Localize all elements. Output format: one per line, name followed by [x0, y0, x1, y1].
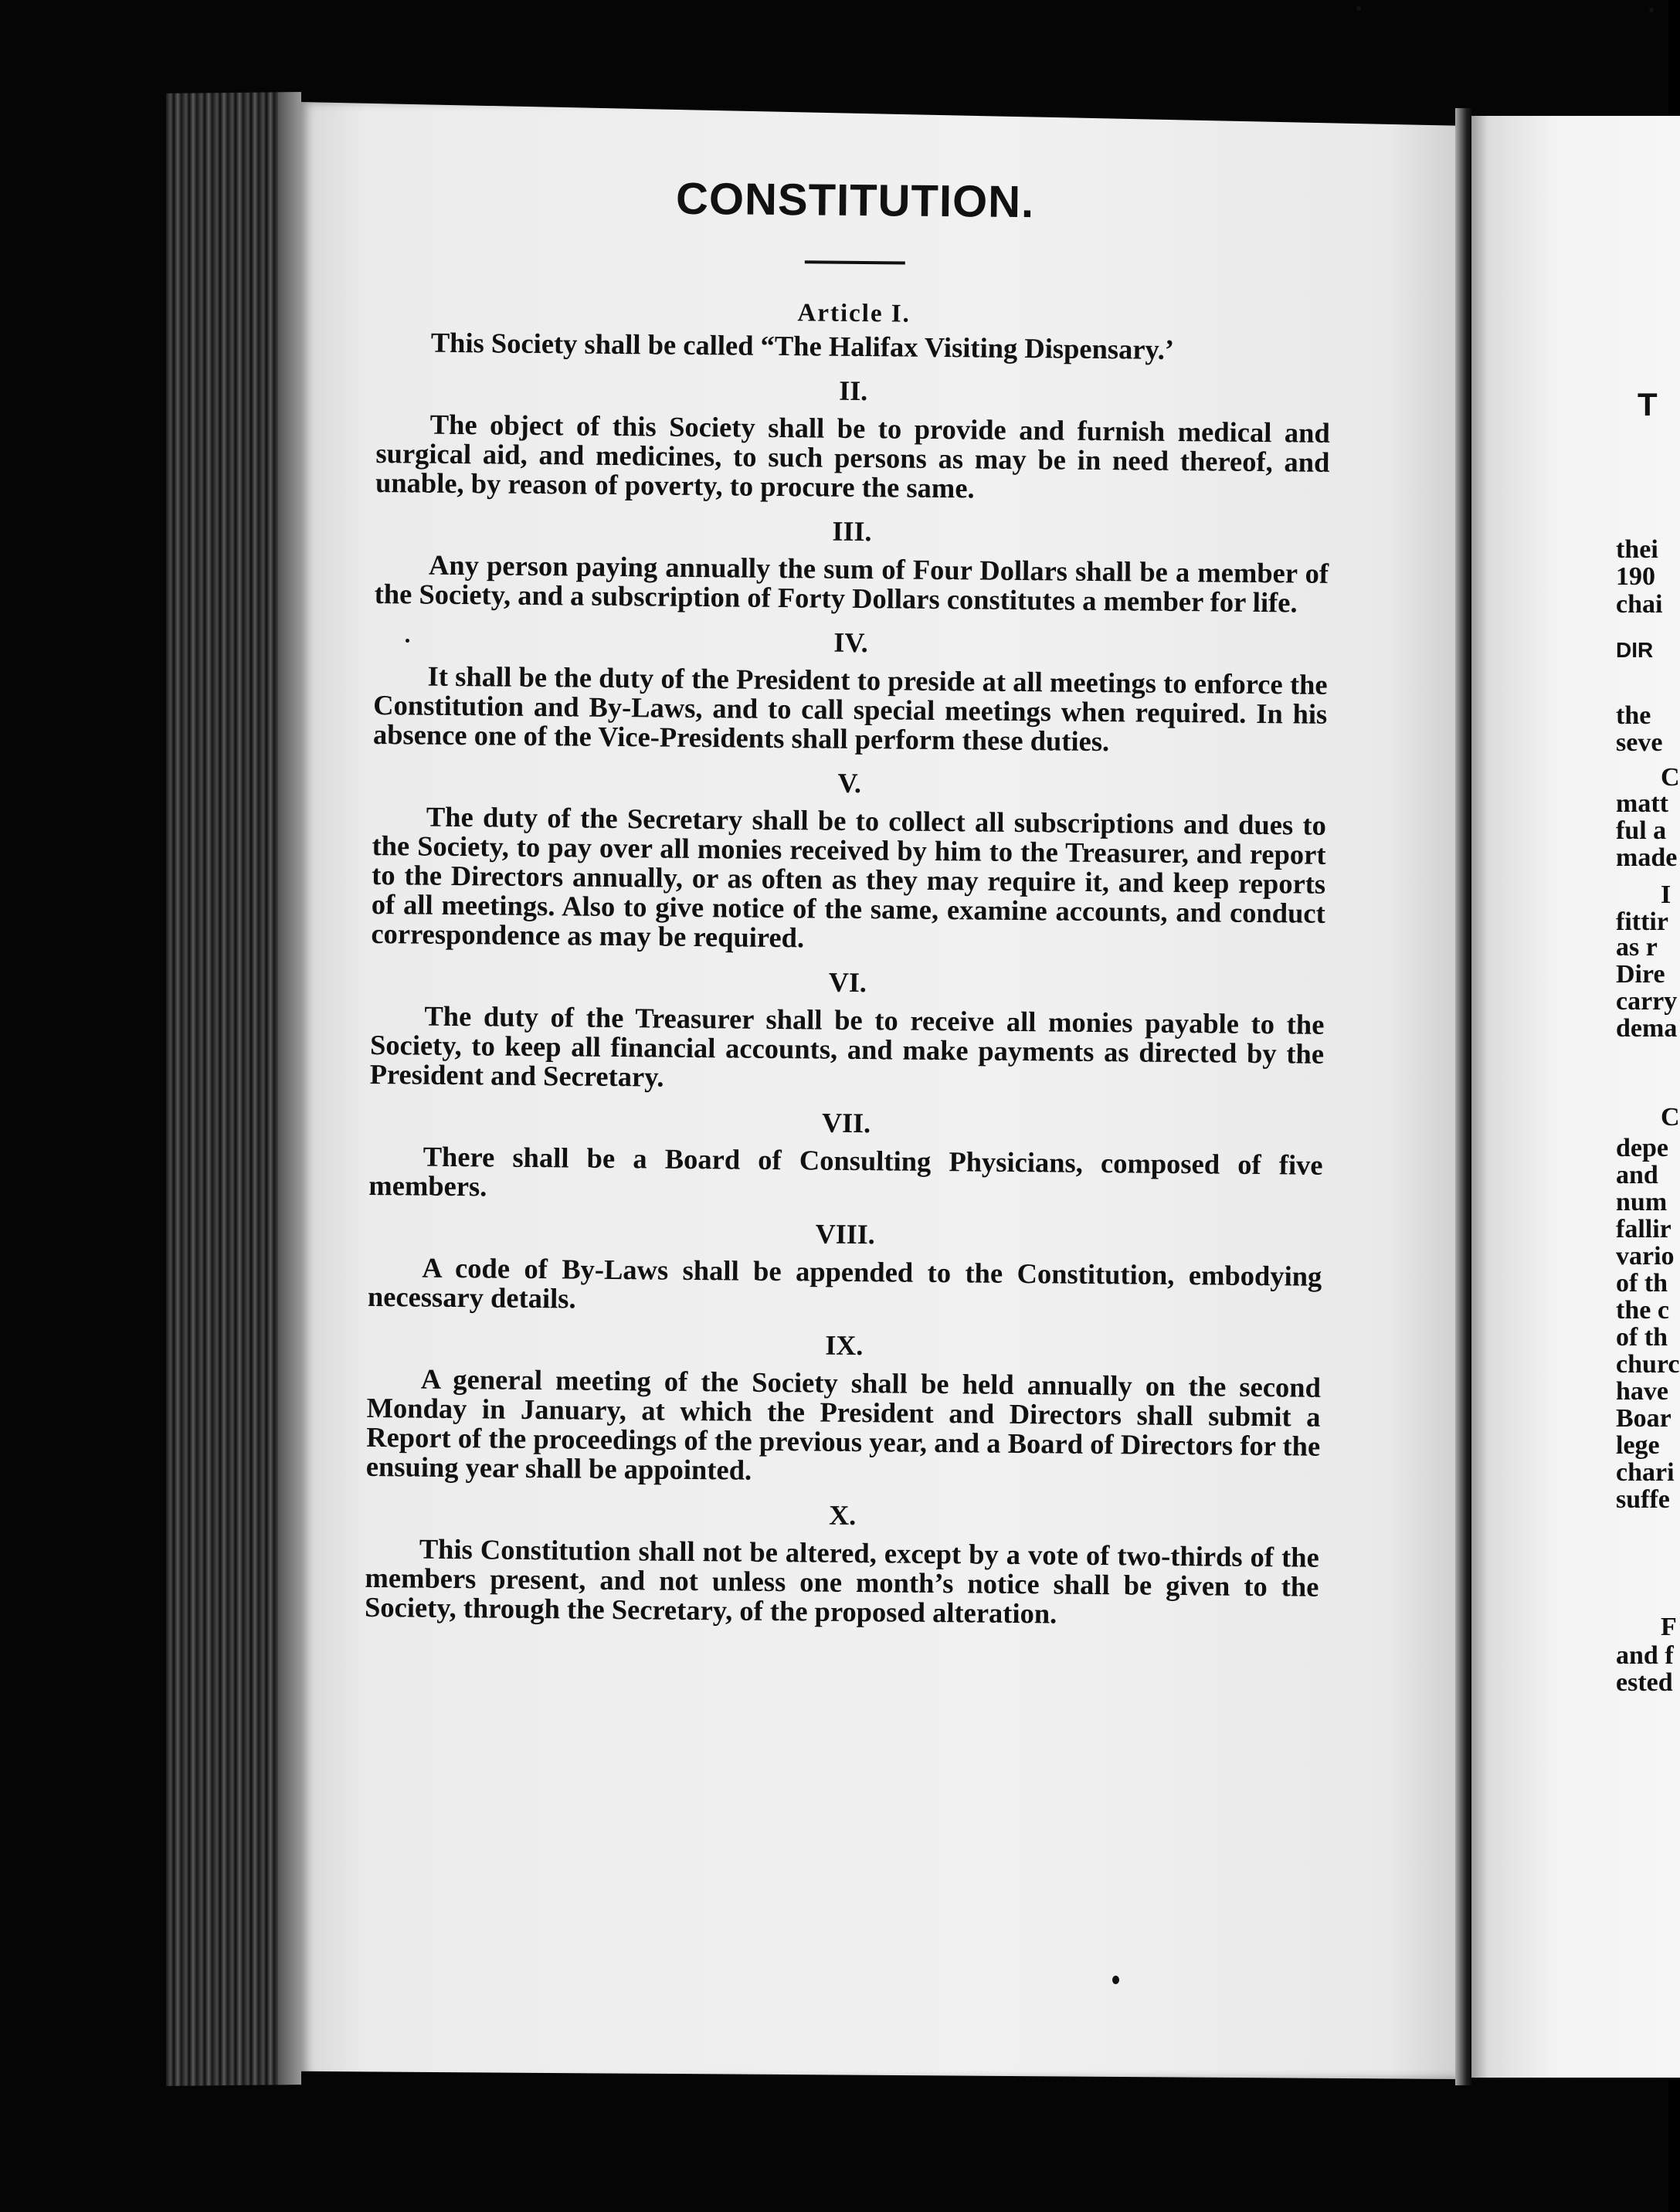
right-page-fragment: C [1661, 1103, 1680, 1131]
right-page-fragment: vario [1616, 1242, 1675, 1271]
right-page-fragment: seve [1616, 728, 1663, 757]
right-page-fragment: of th [1616, 1269, 1668, 1298]
right-page-fragment: suffe [1616, 1485, 1670, 1514]
right-page-fragment: made [1616, 843, 1678, 872]
article-text: This Society shall be called “The Halifax Visiting Dispensary.’ [430, 326, 1175, 365]
article-text: The duty of the Secretary shall be to collect all subscriptions and dues to the Society, to pay over all monies received by him to the Treasurer, and report to the Directors annually, or as often as they may require it, and keep reports of all meetings. Also to give notice of the same, examine accounts, and conduct correspondence as may be required. [371, 800, 1327, 954]
right-page-fragment: as r [1616, 933, 1658, 962]
article-heading: IV. [833, 626, 868, 659]
right-page-fragment: thei [1616, 535, 1658, 564]
article-heading: VIII. [815, 1218, 875, 1250]
right-page-fragment: matt [1616, 789, 1668, 818]
right-page-fragment: lege [1616, 1431, 1660, 1460]
article-text: There shall be a Board of Consulting Physicians, composed of five members. [368, 1140, 1323, 1203]
right-page-fragment: Boar [1616, 1404, 1672, 1433]
book-page-edges [166, 92, 301, 2086]
right-page-fragment: depe [1616, 1134, 1668, 1162]
right-page-fragment: have [1616, 1377, 1668, 1406]
right-page-fragment: and f [1616, 1641, 1674, 1670]
article-text: A code of By-Laws shall be appended to the Constitution, embodying necessary details. [367, 1251, 1322, 1315]
article-heading: X. [829, 1499, 857, 1532]
right-page-fragment: num [1616, 1188, 1668, 1216]
right-page-fragment: of th [1616, 1323, 1668, 1352]
right-page-fragment: chari [1616, 1458, 1675, 1487]
dust-speck [1356, 6, 1361, 11]
article-text: The duty of the Treasurer shall be to receive all monies payable to the Society, to keep all financial accounts, and make payments as directed by the President and Secretary. [369, 999, 1325, 1093]
article-heading: VII. [821, 1107, 871, 1139]
article-heading: III. [832, 515, 872, 548]
article-text: The object of this Society shall be to provide and furnish medical and surgical aid, and medicines, to such persons as may be in need thereof, and unable, by reason of poverty, to procure the same. [375, 408, 1330, 504]
article-heading: V. [837, 767, 862, 799]
right-page-fragment: churc [1616, 1350, 1680, 1379]
article-heading: IX. [825, 1329, 864, 1362]
page-title: CONSTITUTION. [675, 173, 1035, 228]
right-page-fragment: fallir [1616, 1215, 1672, 1243]
article-text: This Constitution shall not be altered, except by a vote of two-thirds of the members present, and not unless one month’s notice shall be given to the Society, through the Secretary, of the proposed alteration. [364, 1532, 1319, 1630]
title-divider [804, 260, 904, 264]
right-page-fragment: T [1638, 386, 1658, 422]
constitution-text [365, 166, 1332, 1642]
dust-speck [406, 639, 409, 643]
right-page-fragment: the [1616, 701, 1651, 730]
article-heading: II. [839, 375, 868, 407]
right-page-fragment: DIR [1616, 638, 1654, 662]
article-text: Any person paying annually the sum of Four Dollars shall be a member of the Society, and a subscription of Forty Dollars constitutes a member for life. [374, 548, 1329, 619]
right-page [1471, 116, 1680, 2078]
article-text: A general meeting of the Society shall be held annually on the second Monday in January, at which the President and Directors shall submit a Report of the proceedings of the previous year, and a Board of Directors for the ensuing year shall be appointed. [365, 1362, 1322, 1486]
right-page-fragment: 190 [1616, 562, 1655, 591]
right-page-fragment: C [1661, 763, 1680, 792]
article-heading: VI. [828, 966, 867, 999]
right-page-fragment: ested [1616, 1668, 1673, 1697]
right-page-fragment: the c [1616, 1296, 1669, 1325]
right-page-fragment: ful a [1616, 816, 1667, 845]
right-page-fragment: F [1661, 1613, 1677, 1641]
right-page-fragment: and [1616, 1161, 1658, 1189]
right-page-fragment: Dire [1616, 960, 1665, 989]
right-page-fragment: I [1661, 880, 1672, 909]
dust-speck [1649, 8, 1654, 12]
right-page-fragment: carry [1616, 987, 1678, 1016]
dust-speck [1112, 1976, 1119, 1984]
right-page-fragment: fittir [1616, 908, 1668, 936]
right-page-fragment: chai [1616, 590, 1663, 619]
right-page-fragment: dema [1616, 1014, 1678, 1043]
article-text: It shall be the duty of the President to preside at all meetings to enforce the Constitution and By-Laws, and to call special meetings when required. In his absence one of the Vice-Presidents shall perform these duties. [372, 660, 1328, 758]
article-heading: Article I. [797, 299, 911, 328]
